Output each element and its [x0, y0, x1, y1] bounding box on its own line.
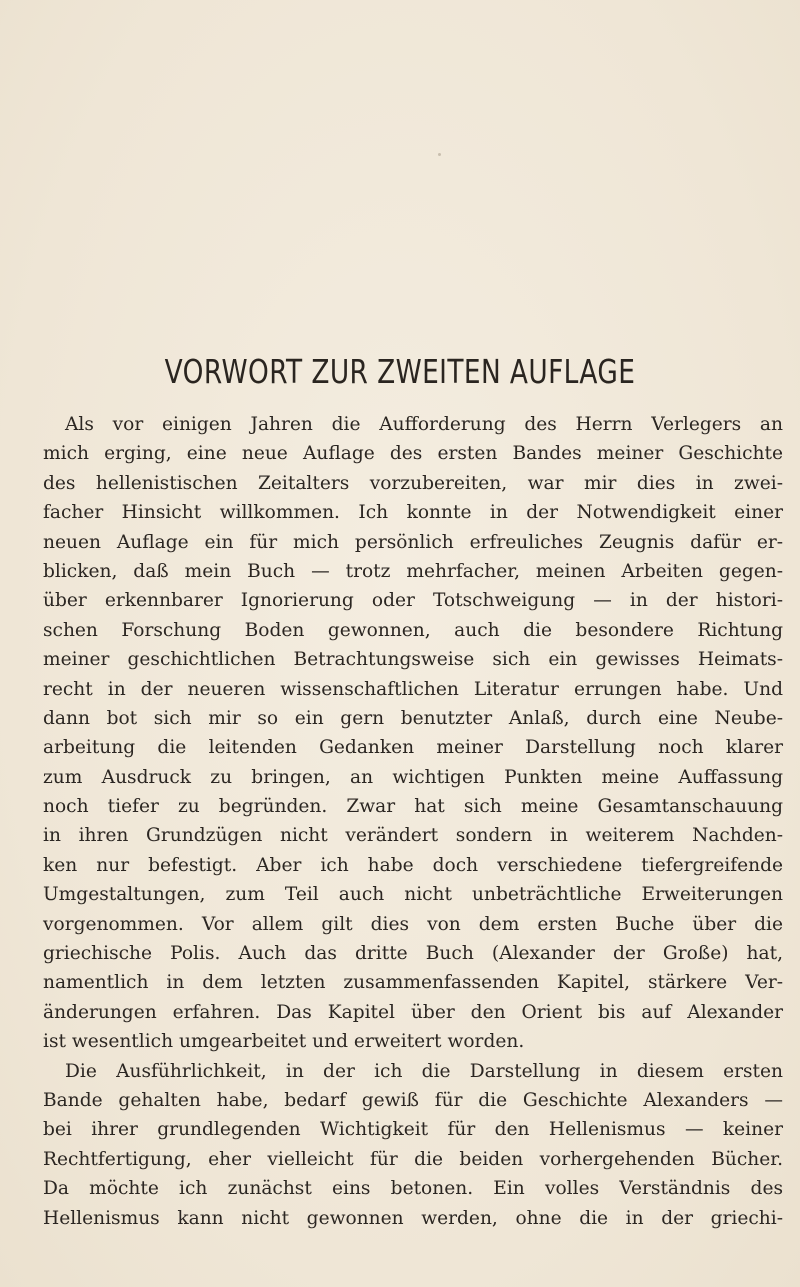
text-line: Bande gehalten habe, bedarf gewiß für die Geschichte Alexanders — — [43, 1089, 783, 1111]
text-line: bei ihrer grundlegenden Wichtigkeit für den Hellenismus — keiner — [43, 1119, 783, 1141]
text-line: schen Forschung Boden gewonnen, auch die besondere Richtung — [43, 619, 783, 641]
text-line: änderungen erfahren. Das Kapitel über den Orient bis auf Alexander — [43, 1001, 783, 1023]
text-line: blicken, daß mein Buch — trotz mehrfacher, meinen Arbeiten gegen- — [43, 560, 783, 582]
text-line: des hellenistischen Zeitalters vorzubereiten, war mir dies in zwei- — [43, 472, 783, 494]
text-line: Die Ausführlichkeit, in der ich die Darstellung in diesem ersten — [65, 1060, 783, 1082]
text-line: Rechtfertigung, eher vielleicht für die beiden vorhergehenden Bücher. — [43, 1148, 783, 1170]
text-line: neuen Auflage ein für mich persönlich erfreuliches Zeugnis dafür er- — [43, 531, 783, 553]
text-line: namentlich in dem letzten zusammenfassenden Kapitel, stärkere Ver- — [43, 972, 783, 994]
text-line: arbeitung die leitenden Gedanken meiner Darstellung noch klarer — [43, 737, 783, 759]
text-line: zum Ausdruck zu bringen, an wichtigen Punkten meine Auffassung — [43, 766, 783, 788]
text-line: mich erging, eine neue Auflage des ersten Bandes meiner Geschichte — [43, 443, 783, 465]
text-line: facher Hinsicht willkommen. Ich konnte in der Notwendigkeit einer — [43, 502, 783, 524]
text-line: noch tiefer zu begründen. Zwar hat sich meine Gesamtanschauung — [43, 796, 783, 818]
text-line: in ihren Grundzügen nicht verändert sondern in weiterem Nachden- — [43, 825, 783, 847]
page-title: VORWORT ZUR ZWEITEN AUFLAGE — [164, 352, 636, 391]
paper-speck — [438, 153, 441, 156]
text-line: Als vor einigen Jahren die Aufforderung des Herrn Verlegers an — [65, 414, 783, 435]
text-line: ist wesentlich umgearbeitet und erweitert worden. — [43, 1031, 525, 1053]
text-line: dann bot sich mir so ein gern benutzter Anlaß, durch eine Neube- — [43, 707, 783, 729]
text-line: Da möchte ich zunächst eins betonen. Ein volles Verständnis des — [43, 1178, 783, 1200]
preface-text — [43, 410, 783, 1233]
text-line: Hellenismus kann nicht gewonnen werden, ohne die in der griechi- — [43, 1207, 783, 1229]
text-line: griechische Polis. Auch das dritte Buch (Alexander der Große) hat, — [43, 943, 783, 965]
text-line: Umgestaltungen, zum Teil auch nicht unbeträchtliche Erweiterungen — [43, 884, 783, 906]
text-line: recht in der neueren wissenschaftlichen Literatur errungen habe. Und — [43, 678, 783, 700]
text-line: über erkennbarer Ignorierung oder Totschweigung — in der histori- — [43, 590, 783, 612]
text-line: ken nur befestigt. Aber ich habe doch verschiedene tiefergreifende — [43, 854, 783, 876]
text-line: vorgenommen. Vor allem gilt dies von dem ersten Buche über die — [43, 913, 783, 935]
text-line: meiner geschichtlichen Betrachtungsweise sich ein gewisses Heimats- — [43, 649, 783, 671]
